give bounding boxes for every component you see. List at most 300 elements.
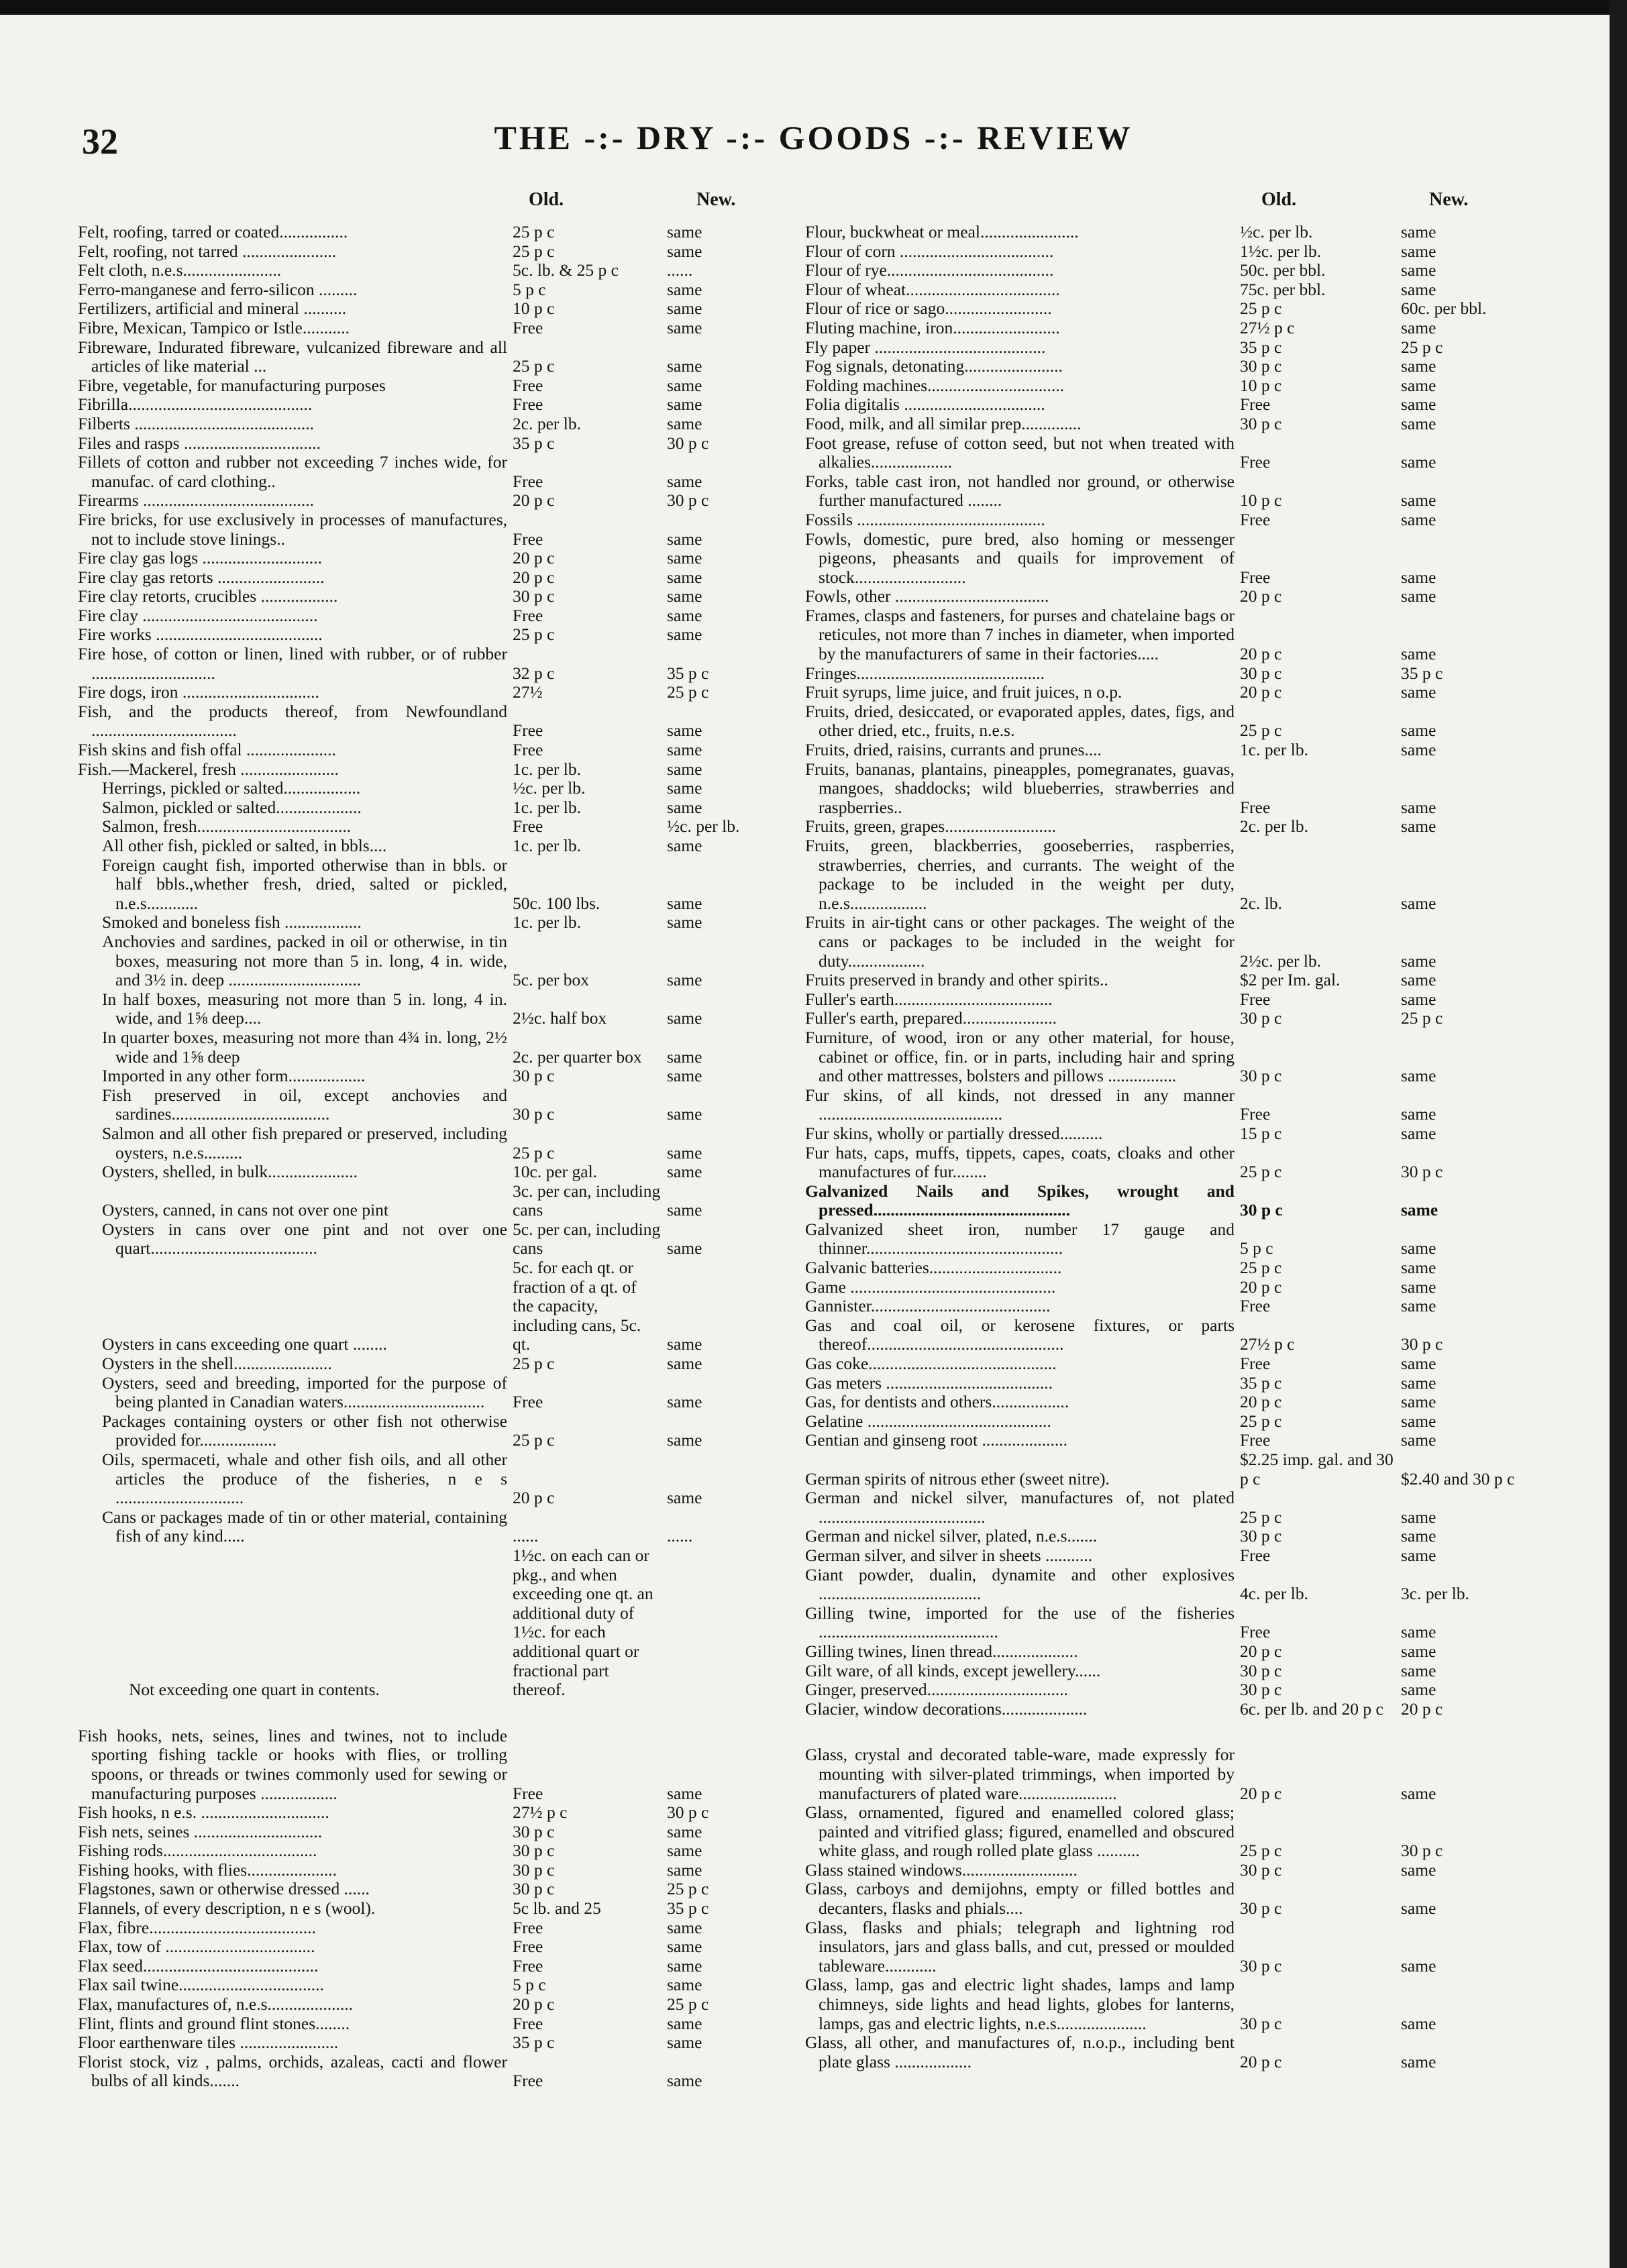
item-description: Fruits, green, blackberries, gooseberries, raspberries, strawberries, cherries, and currants. The weight of the package to be included in the weight per duty, n.e.s.................. <box>805 836 1235 913</box>
item-description: Packages containing oysters or other fish not otherwise provided for.................. <box>102 1411 507 1450</box>
item-description: Salmon and all other fish prepared or preserved, including oysters, n.e.s......... <box>102 1124 507 1163</box>
old-rate: 30 p c <box>1240 1009 1282 1028</box>
item-description: German and nickel silver, plated, n.e.s....... <box>805 1527 1098 1546</box>
new-rate: same <box>667 1489 702 1508</box>
new-rate: 25 p c <box>667 1995 709 2014</box>
tariff-row <box>78 702 755 741</box>
tariff-row <box>805 1124 1563 1144</box>
item-description: Gilt ware, of all kinds, except jewellery...... <box>805 1661 1101 1680</box>
tariff-row <box>805 1258 1563 1278</box>
new-rate: same <box>667 759 702 779</box>
new-rate: same <box>1401 683 1436 702</box>
new-rate: same <box>667 1860 702 1880</box>
item-description: Fibrilla........................................... <box>78 395 313 415</box>
item-description: Smoked and boneless fish .................. <box>102 913 362 932</box>
tariff-row <box>78 1086 755 1124</box>
tariff-row <box>805 1393 1563 1412</box>
tariff-row <box>805 319 1563 338</box>
new-rate: 25 p c <box>1401 1009 1443 1028</box>
item-description: Fish, and the products thereof, from Newfoundland .................................. <box>78 702 507 741</box>
item-description: Fluting machine, iron......................... <box>805 318 1060 337</box>
tariff-row <box>78 223 755 242</box>
tariff-row <box>78 1412 755 1450</box>
new-rate: same <box>667 1918 702 1937</box>
tariff-row <box>78 338 755 376</box>
tariff-row <box>805 1354 1563 1374</box>
old-rate: Free <box>1240 1546 1271 1565</box>
old-rate: Free <box>513 1937 543 1957</box>
tariff-row <box>805 1182 1563 1220</box>
new-rate: same <box>1401 223 1436 241</box>
new-rate: same <box>667 721 702 741</box>
tariff-row <box>78 1841 755 1861</box>
tariff-row <box>805 376 1563 396</box>
old-header: Old. <box>529 189 564 210</box>
page-number: 32 <box>82 121 118 162</box>
item-description: Fire clay gas retorts ......................... <box>78 568 325 587</box>
new-rate: same <box>1401 798 1436 817</box>
old-rate: 6c. per lb. and 20 p c <box>1240 1699 1383 1719</box>
new-rate: same <box>1401 1546 1436 1565</box>
old-rate: 30 p c <box>1240 1527 1282 1546</box>
item-description: Galvanized Nails and Spikes, wrought and pressed.............................................. <box>805 1181 1235 1220</box>
new-rate: 30 p c <box>667 491 709 510</box>
item-description: Fruits, bananas, plantains, pineapples, pomegranates, guavas, mangoes, shaddocks; wild blueberries, strawberries and raspberries.. <box>805 759 1235 817</box>
item-description: Glacier, window decorations.................... <box>805 1699 1088 1719</box>
item-description: Files and rasps ................................ <box>78 433 321 453</box>
old-rate: 25 p c <box>1240 721 1282 741</box>
old-rate: Free <box>1240 989 1271 1009</box>
item-description: Floor earthenware tiles ....................... <box>78 2033 339 2053</box>
old-rate: 30 p c <box>1240 663 1282 683</box>
new-rate: same <box>1401 1297 1436 1316</box>
item-description: Gas, for dentists and others.................. <box>805 1393 1069 1412</box>
tariff-row <box>805 1803 1563 1861</box>
tariff-row <box>78 1508 755 1546</box>
new-rate: 60c. per bbl. <box>1401 299 1487 319</box>
tariff-row <box>78 434 755 453</box>
item-description: Fruits in air-tight cans or other packages. The weight of the cans or packages to be included in the weight for duty.................. <box>805 913 1235 971</box>
section-spacer <box>805 1719 1563 1745</box>
tariff-row <box>78 817 755 836</box>
new-rate: same <box>1401 395 1436 415</box>
new-rate: same <box>667 414 702 433</box>
new-rate: same <box>667 529 702 549</box>
tariff-row <box>805 587 1563 606</box>
tariff-row <box>805 817 1563 836</box>
item-description: Felt cloth, n.e.s....................... <box>78 261 282 280</box>
old-rate: 35 p c <box>513 2033 555 2053</box>
old-rate: $2.25 imp. gal. and 30 p c <box>1240 1450 1394 1489</box>
item-description: Fire hose, of cotton or linen, lined with rubber, or of rubber ............................. <box>78 645 507 683</box>
tariff-row <box>805 1919 1563 1976</box>
tariff-row <box>805 1144 1563 1182</box>
item-description: Salmon, fresh.................................... <box>102 817 352 836</box>
item-description: Fur hats, caps, muffs, tippets, capes, coats, cloaks and other manufactures of fur........ <box>805 1143 1235 1182</box>
new-rate: same <box>1401 1239 1436 1258</box>
item-description: Ferro-manganese and ferro-silicon ......... <box>78 280 358 299</box>
item-description: Fire clay ......................................... <box>78 606 318 625</box>
old-rate: 27½ p c <box>1240 1335 1295 1354</box>
item-description: Fire works ....................................... <box>78 625 323 645</box>
item-description: Oysters in cans exceeding one quart ........ <box>102 1335 387 1354</box>
new-rate: same <box>1401 1680 1436 1700</box>
new-rate: same <box>1401 1201 1438 1220</box>
item-description: German spirits of nitrous ether (sweet nitre). <box>805 1469 1110 1489</box>
item-description: Anchovies and sardines, packed in oil or otherwise, in tin boxes, measuring not more than 5 in. long, 4 in. wide, and 3½ in. deep ............................... <box>102 932 507 990</box>
item-description: Folding machines................................ <box>805 376 1065 395</box>
old-rate: 10c. per gal. <box>513 1163 598 1182</box>
right-column <box>805 181 1563 2071</box>
old-rate: 30 p c <box>513 1860 555 1880</box>
tariff-row <box>78 1258 755 1354</box>
new-rate: same <box>667 1143 702 1163</box>
new-rate: same <box>667 1047 702 1067</box>
old-rate: 20 p c <box>513 1489 555 1508</box>
right-column-header <box>805 181 1563 223</box>
tariff-row <box>78 491 755 510</box>
new-rate: same <box>667 741 702 760</box>
item-description: Glass, lamp, gas and electric light shades, lamps and lamp chimneys, side lights and head lights, globes for lanterns, lamps, gas and electric lights, n.e.s..................... <box>805 1976 1235 2033</box>
item-description: German silver, and silver in sheets ........... <box>805 1546 1093 1565</box>
old-rate: 20 p c <box>1240 1641 1282 1661</box>
new-rate: same <box>1401 318 1436 337</box>
old-rate: $2 per Im. gal. <box>1240 971 1341 990</box>
new-rate: 35 p c <box>667 1899 709 1919</box>
item-description: Gannister.......................................... <box>805 1297 1051 1316</box>
tariff-row <box>78 683 755 702</box>
tariff-row <box>805 1700 1563 1719</box>
item-description: Fibreware, Indurated fibreware, vulcanized fibreware and all articles of like material ... <box>78 337 507 376</box>
old-rate: Free <box>513 376 543 395</box>
tariff-row <box>805 1566 1563 1604</box>
new-rate: same <box>1401 510 1436 529</box>
item-description: Furniture, of wood, iron or any other material, for house, cabinet or office, fin. or in parts, including hair and spring and other mattresses, bolsters and pillows ................ <box>805 1028 1235 1086</box>
new-rate: same <box>667 2014 702 2033</box>
new-rate: same <box>667 2071 702 2091</box>
old-rate: Free <box>1240 1623 1271 1642</box>
item-description: Glass, ornamented, figured and enamelled colored glass; painted and vitrified glass; figured, enamelled and obscured white glass, and rough rolled plate glass .......... <box>805 1803 1235 1861</box>
tariff-row <box>78 2033 755 2053</box>
tariff-row <box>805 990 1563 1010</box>
new-rate: same <box>667 1067 702 1086</box>
new-rate: same <box>1401 1431 1436 1450</box>
new-rate: same <box>667 1956 702 1976</box>
tariff-row <box>78 798 755 818</box>
item-description: Flax sail twine.................................. <box>78 1976 324 1995</box>
item-description: Flax seed......................................... <box>78 1956 319 1976</box>
item-description: Fog signals, detonating....................... <box>805 357 1063 376</box>
tariff-row <box>805 913 1563 971</box>
tariff-row <box>805 1680 1563 1700</box>
old-rate: 20 p c <box>1240 683 1282 702</box>
old-rate: 30 p c <box>513 587 555 606</box>
new-rate: same <box>1401 894 1436 913</box>
new-rate: same <box>1401 1373 1436 1393</box>
tariff-row <box>78 1861 755 1880</box>
masthead-title: THE -:- DRY -:- GOODS -:- REVIEW <box>494 119 1133 156</box>
item-description: Fruits preserved in brandy and other spirits.. <box>805 971 1108 990</box>
old-rate: 1c. per lb. <box>513 913 581 932</box>
tariff-row <box>78 395 755 415</box>
old-rate: 1½c. on each can or pkg., and when exceeding one qt. an additional duty of 1½c. for each additional quart or fractional part thereof. <box>513 1546 653 1700</box>
new-rate: 25 p c <box>1401 337 1443 357</box>
tariff-row <box>805 1546 1563 1566</box>
new-rate: same <box>667 1976 702 1995</box>
old-rate: 10 p c <box>1240 491 1282 510</box>
item-description: Galvanized sheet iron, number 17 gauge and thinner.............................................. <box>805 1220 1235 1258</box>
tariff-row <box>805 1431 1563 1450</box>
new-rate: same <box>1401 414 1436 433</box>
new-rate: ...... <box>667 261 693 280</box>
item-description: Frames, clasps and fasteners, for purses and chatelaine bags or reticules, not more than 7 inches in diameter, when imported by the manufacturers of same in their factories..... <box>805 606 1235 664</box>
item-description: In half boxes, measuring not more than 5 in. long, 4 in. wide, and 1⅝ deep.... <box>102 989 507 1028</box>
old-rate: 2½c. half box <box>513 1009 607 1028</box>
tariff-row <box>78 1727 755 1803</box>
old-rate: 5 p c <box>513 280 546 299</box>
old-rate: 25 p c <box>1240 1411 1282 1431</box>
item-description: Fire clay retorts, crucibles .................. <box>78 587 338 606</box>
item-description: Oysters, shelled, in bulk..................... <box>102 1163 358 1182</box>
tariff-row <box>78 741 755 760</box>
old-rate: 25 p c <box>1240 1163 1282 1182</box>
old-rate: ½c. per lb. <box>513 779 586 798</box>
old-rate: 30 p c <box>1240 414 1282 433</box>
item-description: Gilling twine, imported for the use of the fisheries .......................................... <box>805 1603 1235 1642</box>
item-description: Firearms ........................................ <box>78 491 315 510</box>
new-rate: same <box>1401 261 1436 280</box>
new-rate: 20 p c <box>1401 1699 1443 1719</box>
old-rate: Free <box>1240 1431 1271 1450</box>
old-rate: 5c. for each qt. or fraction of a qt. of the capacity, including cans, 5c. qt. <box>513 1258 641 1354</box>
tariff-row <box>805 1861 1563 1880</box>
tariff-row <box>78 1880 755 1899</box>
tariff-row <box>805 280 1563 300</box>
tariff-row <box>78 1124 755 1163</box>
old-rate: 30 p c <box>1240 357 1282 376</box>
new-rate: same <box>1401 1641 1436 1661</box>
tariff-row <box>805 1642 1563 1662</box>
tariff-row <box>805 395 1563 415</box>
old-rate: Free <box>1240 568 1271 587</box>
old-rate: 1c. per lb. <box>513 759 581 779</box>
old-rate: 2c. lb. <box>1240 894 1283 913</box>
old-rate: 30 p c <box>1240 1956 1282 1976</box>
old-rate: 30 p c <box>513 1822 555 1841</box>
old-rate: 25 p c <box>513 625 555 645</box>
tariff-row <box>805 2033 1563 2071</box>
item-description: Oysters in the shell....................... <box>102 1354 332 1374</box>
new-rate: same <box>1401 241 1436 261</box>
new-rate: same <box>667 1009 702 1028</box>
new-rate: same <box>667 606 702 625</box>
item-description: Herrings, pickled or salted.................. <box>102 779 361 798</box>
item-description: Florist stock, viz , palms, orchids, azaleas, cacti and flower bulbs of all kinds....... <box>78 2052 507 2091</box>
new-rate: 25 p c <box>667 1880 709 1899</box>
tariff-row <box>78 1957 755 1976</box>
item-description: Foot grease, refuse of cotton seed, but not when treated with alkalies................... <box>805 433 1235 472</box>
tariff-row <box>78 1182 755 1220</box>
item-description: Fish skins and fish offal ..................... <box>78 741 336 760</box>
new-rate: same <box>667 625 702 645</box>
tariff-row <box>805 1662 1563 1681</box>
old-rate: Free <box>513 817 543 836</box>
tariff-row <box>78 1803 755 1823</box>
tariff-row <box>805 1220 1563 1258</box>
new-header: New. <box>1429 189 1469 210</box>
item-description: Fuller's earth, prepared...................... <box>805 1009 1057 1028</box>
new-rate: same <box>667 1201 702 1220</box>
new-rate: same <box>1401 1411 1436 1431</box>
old-rate: 1c. per lb. <box>513 798 581 817</box>
old-rate: 30 p c <box>513 1841 555 1861</box>
old-rate: Free <box>513 1393 543 1412</box>
item-description: Foreign caught fish, imported otherwise than in bbls. or half bbls.,whether fresh, dried, salted or pickled, n.e.s............ <box>102 855 507 913</box>
tariff-row <box>78 1450 755 1508</box>
new-rate: same <box>667 913 702 932</box>
item-description: Fuller's earth..................................... <box>805 989 1053 1009</box>
old-rate: 50c. per bbl. <box>1240 261 1326 280</box>
item-description: Flour of wheat.................................... <box>805 280 1060 299</box>
item-description: Oysters, seed and breeding, imported for the purpose of being planted in Canadian waters................................. <box>102 1373 507 1412</box>
left-column-header <box>78 181 755 223</box>
new-rate: same <box>1401 1105 1436 1124</box>
tariff-row <box>805 1278 1563 1297</box>
new-rate: same <box>1401 280 1436 299</box>
new-rate: same <box>1401 989 1436 1009</box>
old-rate: 27½ p c <box>513 1803 568 1823</box>
old-rate: 20 p c <box>1240 2052 1282 2071</box>
item-description: Glass, flasks and phials; telegraph and lightning rod insulators, jars and glass balls, and cut, pressed or moulded tableware............ <box>805 1918 1235 1976</box>
item-description: Fish preserved in oil, except anchovies and sardines..................................... <box>102 1085 507 1124</box>
new-rate: same <box>667 318 702 337</box>
old-rate: Free <box>513 741 543 760</box>
item-description: Fruits, dried, desiccated, or evaporated apples, dates, figs, and other dried, etc., fruits, n.e.s. <box>805 702 1235 741</box>
tariff-row <box>78 1220 755 1258</box>
new-rate: same <box>667 241 702 261</box>
old-rate: 10 p c <box>1240 376 1282 395</box>
old-rate: 20 p c <box>513 549 555 568</box>
item-description: Fillets of cotton and rubber not exceeding 7 inches wide, for manufac. of card clothing.. <box>78 453 507 491</box>
old-rate: Free <box>513 1956 543 1976</box>
tariff-row <box>805 1412 1563 1432</box>
old-rate: Free <box>1240 1105 1271 1124</box>
new-rate: same <box>1401 357 1436 376</box>
item-description: Imported in any other form.................. <box>102 1067 366 1086</box>
tariff-row <box>78 1163 755 1182</box>
old-rate: 20 p c <box>1240 1277 1282 1297</box>
new-rate: same <box>667 357 702 376</box>
new-rate: same <box>667 472 702 491</box>
item-description: Glass, carboys and demijohns, empty or filled bottles and decanters, flasks and phials.... <box>805 1880 1235 1919</box>
item-description: Glass stained windows........................... <box>805 1860 1078 1880</box>
old-rate: ½c. per lb. <box>1240 223 1313 241</box>
tariff-row <box>805 1086 1563 1124</box>
old-rate: Free <box>1240 510 1271 529</box>
right-border <box>1610 0 1627 2268</box>
tariff-row <box>78 261 755 280</box>
old-rate: 20 p c <box>1240 645 1282 664</box>
tariff-row <box>805 1316 1563 1354</box>
new-rate: same <box>1401 1258 1436 1278</box>
old-rate: 27½ <box>513 683 543 702</box>
item-description: Oysters in cans over one pint and not over one quart....................................... <box>102 1220 507 1258</box>
new-rate: same <box>1401 1899 1436 1919</box>
item-description: Gentian and ginseng root .................... <box>805 1431 1067 1450</box>
new-rate: same <box>667 280 702 299</box>
new-rate: 35 p c <box>1401 663 1443 683</box>
new-rate: same <box>667 1822 702 1841</box>
new-rate: same <box>1401 568 1436 587</box>
tariff-row <box>805 1489 1563 1527</box>
item-description: Fish nets, seines .............................. <box>78 1822 323 1841</box>
tariff-row <box>78 1976 755 1995</box>
item-description: Flax, tow of ................................... <box>78 1937 315 1957</box>
tariff-row <box>78 645 755 683</box>
item-description: Salmon, pickled or salted.................... <box>102 798 362 817</box>
old-rate: 32 p c <box>513 663 555 683</box>
tariff-row <box>805 530 1563 588</box>
new-rate: same <box>1401 741 1436 760</box>
tariff-row <box>78 2053 755 2091</box>
new-rate: same <box>1401 1354 1436 1374</box>
left-column <box>78 181 755 2091</box>
tariff-row <box>78 242 755 262</box>
old-rate: 4c. per lb. <box>1240 1584 1308 1604</box>
old-rate: 20 p c <box>1240 1784 1282 1803</box>
tariff-row <box>805 472 1563 510</box>
tariff-row <box>805 1604 1563 1642</box>
tariff-row <box>78 1937 755 1957</box>
old-rate: Free <box>513 395 543 415</box>
old-rate: 35 p c <box>513 433 555 453</box>
old-rate: 30 p c <box>513 1067 555 1086</box>
tariff-row <box>78 1995 755 2014</box>
new-rate: same <box>667 1239 702 1258</box>
item-description: Gas and coal oil, or kerosene fixtures, or parts thereof.............................................. <box>805 1315 1235 1354</box>
tariff-list-right <box>805 223 1563 2071</box>
item-description: All other fish, pickled or salted, in bbls.... <box>102 836 387 855</box>
new-rate: same <box>1401 587 1436 606</box>
old-rate: 30 p c <box>1240 1067 1282 1086</box>
old-rate: Free <box>513 721 543 741</box>
old-header: Old. <box>1261 189 1297 210</box>
new-rate: same <box>1401 376 1436 395</box>
old-rate: 15 p c <box>1240 1124 1282 1143</box>
old-rate: 25 p c <box>513 241 555 261</box>
old-rate: 50c. 100 lbs. <box>513 894 600 913</box>
old-rate: Free <box>513 1918 543 1937</box>
old-rate: Free <box>513 529 543 549</box>
new-rate: same <box>667 1841 702 1861</box>
tariff-row <box>78 1546 755 1700</box>
tariff-row <box>805 1745 1563 1803</box>
new-rate: same <box>667 395 702 415</box>
item-description: Galvanic batteries............................... <box>805 1258 1062 1278</box>
old-rate: 25 p c <box>513 1143 555 1163</box>
new-rate: same <box>667 894 702 913</box>
old-rate: 30 p c <box>1240 1201 1283 1220</box>
item-description: Fossils ............................................ <box>805 510 1045 529</box>
new-rate: same <box>667 299 702 319</box>
item-description: Flannels, of every description, n e s (wool). <box>78 1899 376 1919</box>
old-rate: Free <box>1240 453 1271 472</box>
new-rate: same <box>1401 453 1436 472</box>
new-rate: same <box>1401 721 1436 741</box>
item-description: Glass, all other, and manufactures of, n.o.p., including bent plate glass .................. <box>805 2033 1235 2071</box>
new-rate: same <box>667 1431 702 1450</box>
new-rate: same <box>667 2033 702 2053</box>
